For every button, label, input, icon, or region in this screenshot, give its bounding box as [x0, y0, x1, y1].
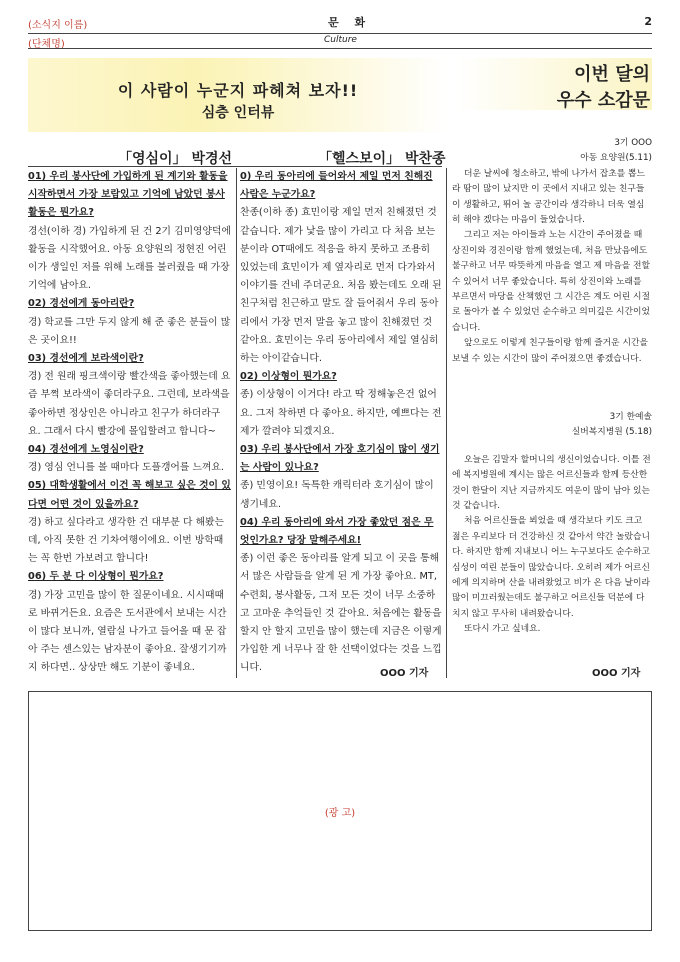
answer: 종) 이런 좋은 동아리를 알게 되고 이 곳을 통해서 많은 사람들을 알게 된 게 가장 좋아요. MT, 수련회, 봉사활동, 그저 모든 것이 너무 소중하고 고마운 추억들인 것 같아요. 처음에는 활동을 할지 안 할지 고민을 많이 했는데 지금은 이렇게 가입한 게 너무나 잘 한 선택이었다는 것을 느낍니다.: [240, 553, 442, 674]
header-rule-top: [28, 33, 652, 34]
header-bottom: [28, 35, 652, 49]
right-reporter: OOO 기자: [592, 668, 641, 679]
review-title-line1: 이번 달의: [574, 64, 650, 85]
answer: 종) 이상형이 이거다! 라고 딱 정해놓은건 없어요. 그저 착하면 다 좋아요. 하지만, 예쁘다는 전제가 깔려야 되겠지요.: [240, 389, 442, 437]
interview-banner: [28, 58, 448, 132]
section-title: 문 화: [328, 16, 372, 29]
qa-block: [28, 168, 232, 295]
review-2-para: 처음 어르신들을 뵈었을 때 생각보다 키도 크고 젊은 우리보다 더 건강하신 것 같아서 약간 놀랐습니다. 하지만 함께 지내보니 어느 누구보다도 순수하고 심성이 여린 분들이 많았습니다. 오히려 제가 어르신에게 의지하며 산을 내려왔었고 비가 온 다음 날이라 많이 미끄러웠는데도 불구하고 어르신들 덕분에 다치지 않고 무사히 내려왔습니다.: [452, 516, 651, 619]
answer: 종) 민영이요! 독특한 캐릭터라 호기심이 많이 생기네요.: [240, 480, 434, 510]
review-1: [452, 136, 652, 367]
question: 04) 경선에게 노영심이란?: [28, 444, 144, 456]
review-2-place: 실버복지병원 (5.18): [571, 427, 652, 438]
column-divider-2: [446, 168, 447, 678]
left-interview: [28, 168, 232, 678]
qa-block: [240, 168, 442, 368]
ad-label: (광 고): [324, 808, 356, 819]
title-divider: [28, 166, 442, 167]
review-2: [452, 410, 652, 638]
qa-block: [240, 514, 442, 678]
question: 05) 대학생활에서 이건 꼭 해보고 싶은 것이 있다면 어떤 것이 있을까요?: [28, 480, 231, 510]
organization-name: (단체명): [28, 39, 65, 50]
header-rule-bottom: [28, 48, 652, 49]
answer: 경선(이하 경) 가입하게 된 건 2기 김미영양덕에 활동을 시작했어요. 아동 요양원의 정현진 어린이가 생일인 저를 위해 노래를 불러줬을 때 가장 기억에 남아요.: [28, 225, 231, 292]
review-1-para: 앞으로도 이렇게 친구들이랑 함께 즐거운 시간을 보낼 수 있는 시간이 많이 주어졌으면 좋겠습니다.: [452, 338, 648, 364]
review-2-author: 3기 한예솔: [609, 412, 652, 422]
answer: 경) 가장 고민을 많이 한 질문이네요. 시시때때로 바뀌거든요. 요즘은 도서관에서 보내는 시간이 많다 보니까, 열람실 나가고 들어올 때 문 잡아 주는 센스있는 남자분이 좋아요. 잘생기기까지 하다면.. 상상만 해도 기분이 좋네요.: [28, 589, 227, 674]
question: 03) 경선에게 보라색이란?: [28, 353, 144, 365]
qa-block: [28, 477, 232, 568]
review-title-line2: 우수 소감문: [556, 90, 650, 111]
question: 02) 경선에게 동아리란?: [28, 298, 135, 310]
qa-block: [240, 441, 442, 514]
question: 0) 우리 동아리에 들어와서 제일 먼저 친해진 사람은 누군가요?: [240, 171, 433, 201]
qa-block: [28, 441, 232, 477]
header-top: [28, 14, 652, 32]
answer: 경) 학교를 그만 두지 않게 해 준 좋은 분들이 많은 곳이요!!: [28, 316, 231, 346]
answer: 경) 전 원래 핑크색이랑 빨간색을 좋아했는데 요즘 부쩍 보라색이 좋더라구요. 그런데, 보라색을 좋아하면 정상인은 아니라고 친구가 하더라구요. 그래서 다시 빨강에 몰입할려고 합니다~: [28, 371, 231, 437]
mid-interview: [240, 168, 442, 678]
qa-block: [28, 350, 232, 441]
review-1-para: 그리고 저는 아이들과 노는 시간이 주어졌을 때 상진이와 경진이랑 함께 했었는데, 처음 만났음에도 불구하고 너무 따뜻하게 마음을 열고 제 마음을 전할 수 있어서 너무 좋았습니다. 특히 상진이와 노래를 부르면서 마당을 산책했던 그 시간은 계도 어린 시절로 돌아가 볼 수 있었던 순수하고 의미깊은 시간이었습니다.: [452, 230, 651, 333]
question: 04) 우리 동아리에 와서 가장 좋았던 점은 무엇인가요? 당장 말해주세요!: [240, 516, 434, 547]
banner-subhead: 심층 인터뷰: [201, 105, 275, 121]
question: 02) 이상형이 뭔가요?: [240, 371, 337, 383]
question: 06) 두 분 다 이상형이 뭔가요?: [28, 571, 164, 583]
page-number: 2: [644, 15, 652, 28]
mid-reporter: OOO 기자: [380, 668, 429, 679]
qa-block: [28, 295, 232, 350]
newsletter-name: (소식지 이름): [28, 20, 88, 31]
review-1-para: 더운 날씨에 청소하고, 밖에 나가서 잡초를 뽑느라 땀이 많이 났지만 이 곳에서 지내고 있는 친구들이 생활하고, 뛰어 놀 공간이라 생각하니 더욱 열심히 해야 겠다는 마음이 들었습니다.: [452, 168, 646, 226]
review-banner: [456, 58, 652, 110]
review-1-place: 아동 요양원(5.11): [580, 153, 652, 164]
qa-block: [28, 568, 232, 677]
advertisement-box[interactable]: [28, 691, 652, 931]
answer: 찬종(이하 종) 효민이랑 제일 먼저 친해졌던 것 같습니다. 제가 낯을 많이 가리고 다 처음 보는 분이라 OT때에도 적응을 하지 못하고 조용히 있었는데 효민이가 제 옆자리로 먼저 다가와서 이야기를 건네 주더군요. 처음 봤는데도 오래 된 친구처럼 친근하고 말도 잘 들어줘서 우리 동아리에서 가장 먼저 말을 놓고 많이 친해졌던 것 같아요. 효민이는 우리 동아리에서 제일 열심히 하는 아이같습니다.: [240, 207, 442, 365]
section-subtitle: Culture: [324, 35, 357, 45]
review-1-author: 3기 OOO: [614, 138, 652, 148]
banner-headline: 이 사람이 누군지 파헤쳐 보자!!: [117, 81, 359, 100]
answer: 경) 영심 언니를 볼 때마다 도플갱어를 느껴요.: [28, 462, 224, 474]
answer: 경) 하고 싶다라고 생각한 건 대부분 다 해봤는데, 아직 못한 건 기차여행이에요. 이번 방학때는 꼭 한번 가보려고 합니다!: [28, 516, 224, 565]
review-2-para: 또다시 가고 싶네요.: [464, 624, 541, 635]
mid-interviewee-title: 「헬스보이」 박찬종: [318, 151, 446, 167]
review-2-para: 오늘은 김말자 할머니의 생신이었습니다. 이틀 전에 복지병원에 계시는 많은 어르신들과 함께 등산한 것이 한달이 지난 지금까지도 여운이 많이 남아 있는 것 같습니다.: [452, 454, 651, 512]
qa-block: [240, 368, 442, 441]
column-divider-1: [236, 168, 237, 678]
question: 03) 우리 봉사단에서 가장 호기심이 많이 생기는 사람이 있나요?: [240, 444, 440, 474]
question: 01) 우리 봉사단에 가입하게 된 계기와 활동을 시작하면서 가장 보람있고 기억에 남았던 봉사활동은 뭔가요?: [28, 171, 228, 219]
left-interviewee-title: 「영심이」 박경선: [118, 151, 233, 167]
